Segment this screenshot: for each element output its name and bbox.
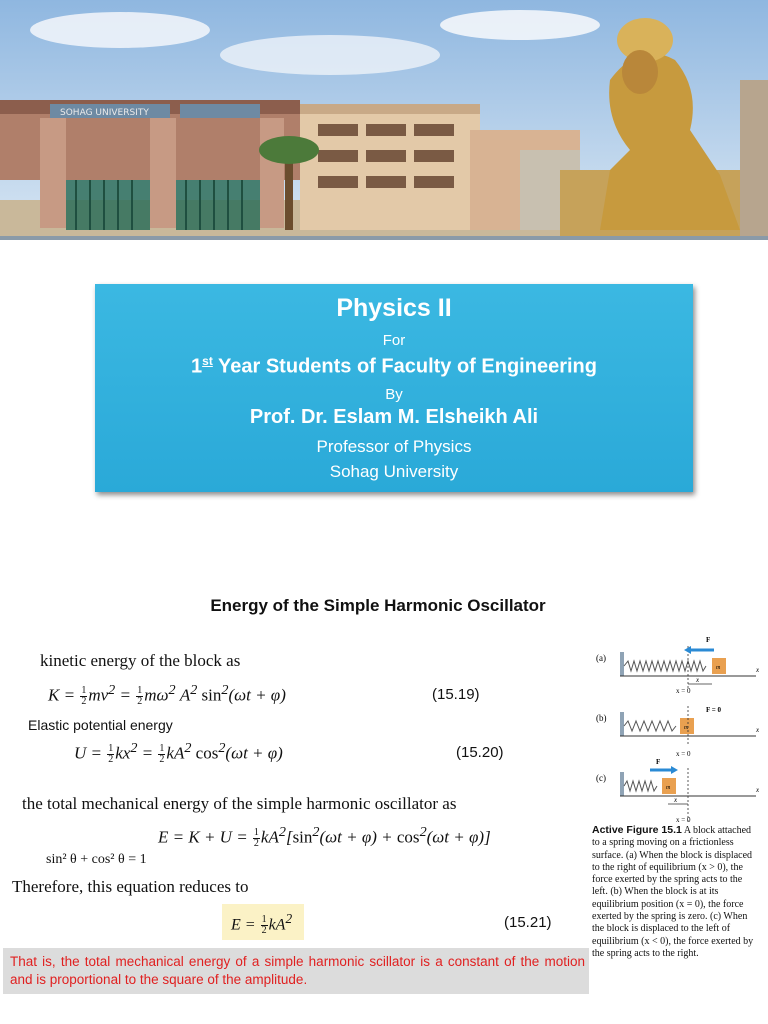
panel-label-c: (c) [596,773,606,783]
year-suffix: st [202,354,213,368]
wall-a [620,652,624,676]
course-title: Physics II [336,294,452,322]
author-position: Professor of Physics [316,437,472,456]
elastic-label: Elastic potential energy [28,717,173,733]
title-box [95,284,693,492]
caption-text: A block attached to a spring moving on a frictionless surface. (a) When the block is displaced to the right of equilibrium (x > 0), the force exerted by the spring acts to the left. (b) When the block is at its equilibrium position (x = 0), the force exerted by the spring is zero. (c) When the block is displaced to the left of equilibrium (x < 0), the force exerted by the spring acts to the right. [592,825,754,959]
audience-line [95,354,693,379]
highlight-statement: That is, the total mechanical energy of a simple harmonic scillator is a constant of the motion and is proportional to the square of the amplitude. [10,954,585,987]
spring-c [624,781,657,791]
x-displacement-a: x [696,676,700,684]
for-label: For [382,332,406,349]
figure-caption [592,824,760,960]
force-label-c: F [656,758,661,766]
panel-label-a: (a) [596,653,606,663]
x-zero-b: x = 0 [676,750,691,758]
x-displacement-c: x [674,796,678,804]
by-label: By [385,386,403,403]
equation-total: E = K + U = $\frac{1}{2}$ $kA^2[\sin^2(\omega t + \varphi) + \cos^2(\omega t + \varphi)]$ [158,824,491,850]
panel-label-b: (b) [596,713,607,723]
equation-number-15-21: (15.21) [504,914,552,931]
audience-text: Year Students of Faculty of Engineering [212,355,597,378]
caption-title: Active Figure 15.1 [592,824,682,836]
total-intro: the total mechanical energy of the simple harmonic oscillator as [22,794,457,813]
x-zero-a: x = 0 [676,687,691,695]
kinetic-intro: kinetic energy of the block as [40,651,241,670]
x-axis-c: x [756,786,760,794]
wall-c [620,772,624,796]
mass-label-b: m [684,725,689,731]
banner-photo [0,0,768,240]
x-zero-c: x = 0 [676,816,691,824]
section-title: Energy of the Simple Harmonic Oscillator [210,596,546,615]
mass-label-a: m [716,665,721,671]
force-label-a: F [706,636,711,644]
equation-final: E = $\frac{1}{2}$ $kA^2$ [231,911,293,937]
equation-number-15-19: (15.19) [432,686,480,703]
therefore-text: Therefore, this equation reduces to [12,877,249,896]
year-number: 1 [191,355,203,378]
author-university: Sohag University [329,462,459,481]
x-axis-b: x [756,726,760,734]
spring-block-figure [590,628,766,828]
mass-label-c: m [666,785,671,791]
force-zero-b: F = 0 [706,706,722,714]
author-name: Prof. Dr. Eslam M. Elsheikh Ali [249,406,539,428]
trig-identity: sin² θ + cos² θ = 1 [46,852,147,867]
spring-a [624,661,706,671]
university-sign: SOHAG UNIVERSITY [60,108,149,118]
x-axis-a: x [756,666,760,674]
equation-kinetic: K = $\frac{1}{2}$ $mv^2$ = $\frac{1}{2}$ $m\omega^2$ $A^2$ $\sin^2(\omega t + \varphi)$ [48,682,286,708]
spring-b [624,721,676,731]
wall-b [620,712,624,736]
equation-number-15-20: (15.20) [456,744,504,761]
equation-potential: U = $\frac{1}{2}$ $kx^2$ = $\frac{1}{2}$ $kA^2$ $\cos^2(\omega t + \varphi)$ [74,740,283,766]
